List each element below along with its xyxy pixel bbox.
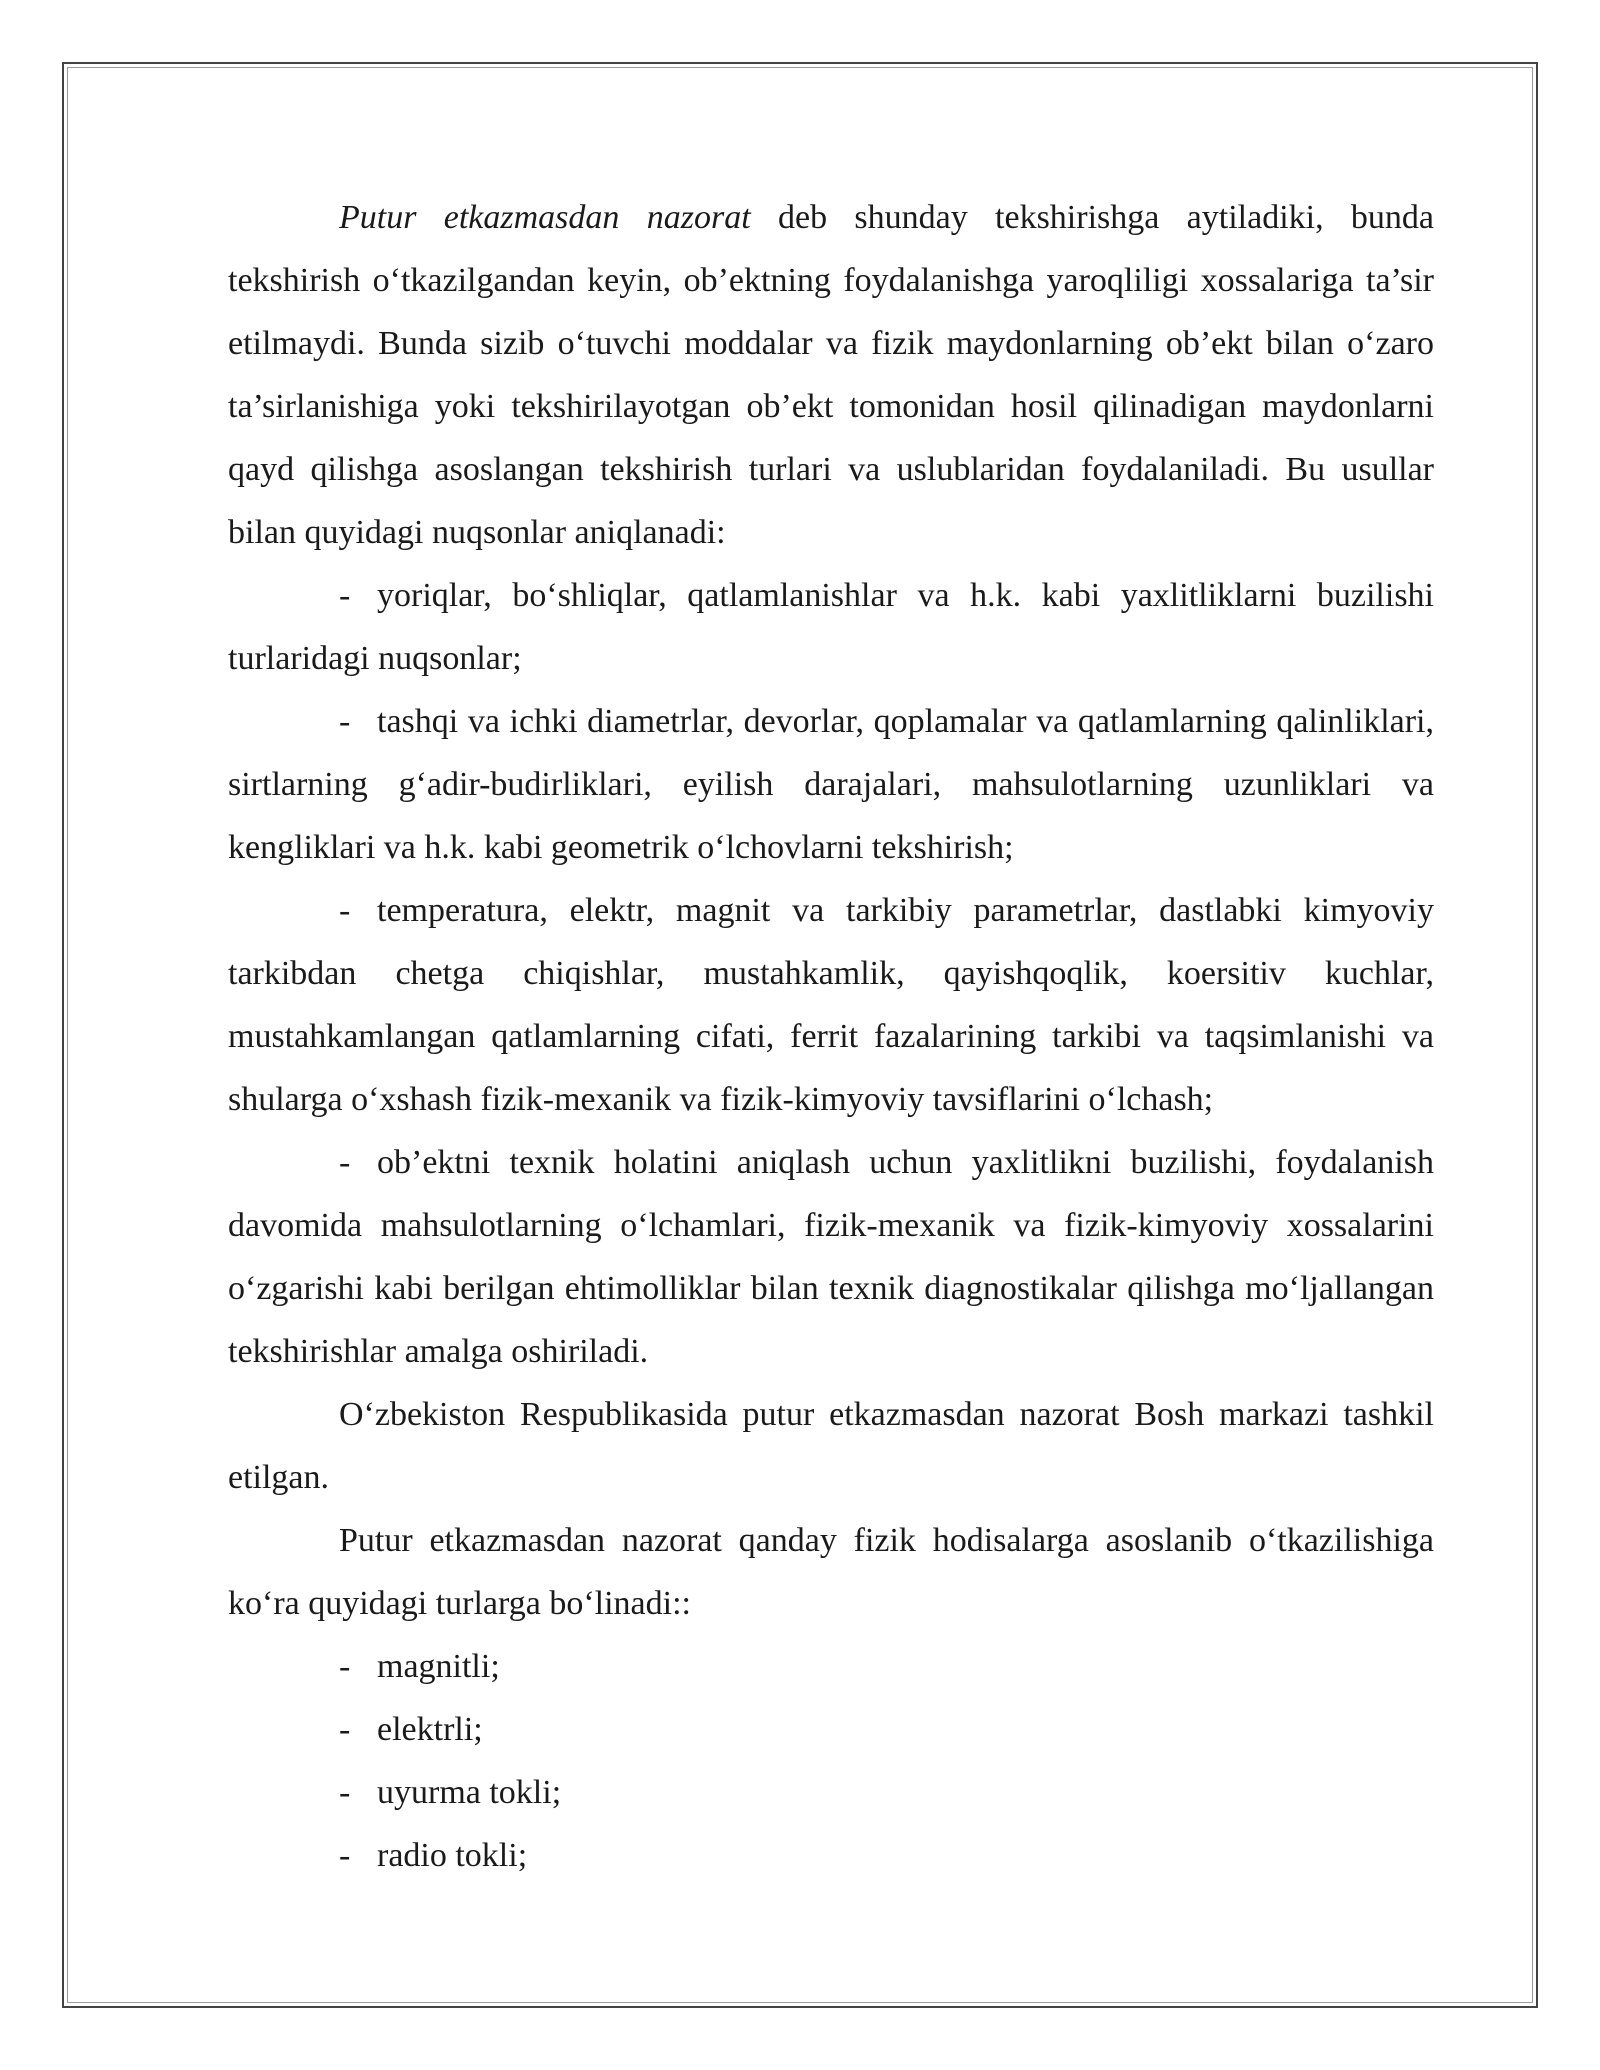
list-item-text: tashqi va ichki diametrlar, devorlar, qoplamalar va qatlamlarning qalinliklari, sirtlarning g‘adir-budirliklari, eyilish darajalari, mahsulotlarning uzunliklari va kengliklari va h.k. kabi geometrik o‘lchovlarni tekshirish; xyxy=(228,703,1434,866)
list-item xyxy=(228,564,1434,690)
list-item xyxy=(228,1698,1434,1761)
paragraph-definition-text: deb shunday tekshirishga aytiladiki, bunda tekshirish o‘tkazilgandan keyin, ob’ektning foydalanishga yaroqliligi xossalariga ta’sir etilmaydi. Bunda sizib o‘tuvchi moddalar va fizik maydonlarning ob’ekt bilan o‘zaro ta’sirlanishiga yoki tekshirilayotgan ob’ekt tomonidan hosil qilinadigan maydonlarni qayd qilishga asoslangan tekshirish turlari va uslublaridan foydalaniladi. Bu usullar bilan quyidagi nuqsonlar aniqlanadi: xyxy=(228,199,1434,551)
list-item xyxy=(228,1761,1434,1824)
list-dash: - xyxy=(339,1711,351,1748)
list-dash: - xyxy=(339,1648,351,1685)
list-item-text: radio tokli; xyxy=(377,1837,528,1874)
paragraph-definition xyxy=(228,186,1434,564)
list-dash: - xyxy=(339,1774,351,1811)
list-dash: - xyxy=(339,577,351,614)
list-item xyxy=(228,690,1434,879)
list-item-text: ob’ektni texnik holatini aniqlash uchun yaxlitlikni buzilishi, foydalanish davomida mahsulotlarning o‘lchamlari, fizik-mexanik va fizik-kimyoviy xossalarini o‘zgarishi kabi berilgan ehtimolliklar bilan texnik diagnostikalar qilishga mo‘ljallangan tekshirishlar amalga oshiriladi. xyxy=(228,1144,1434,1370)
list-item xyxy=(228,879,1434,1131)
list-item-text: magnitli; xyxy=(377,1648,500,1685)
list-dash: - xyxy=(339,892,351,929)
paragraph-center: O‘zbekiston Respublikasida putur etkazmasdan nazorat Bosh markazi tashkil etilgan. xyxy=(228,1396,1434,1496)
list-item xyxy=(228,1131,1434,1383)
list-dash: - xyxy=(339,1837,351,1874)
document-body xyxy=(228,186,1434,1887)
list-item xyxy=(228,1635,1434,1698)
list-dash: - xyxy=(339,703,351,740)
list-dash: - xyxy=(339,1144,351,1181)
list-item-text: yoriqlar, bo‘shliqlar, qatlamlanishlar va h.k. kabi yaxlitliklarni buzilishi turlaridagi nuqsonlar; xyxy=(228,577,1434,677)
list-item-text: uyurma tokli; xyxy=(377,1774,562,1811)
list-item-text: temperatura, elektr, magnit va tarkibiy parametrlar, dastlabki kimyoviy tarkibdan chetga chiqishlar, mustahkamlik, qayishqoqlik, koersitiv kuchlar, mustahkamlangan qatlamlarning cifati, ferrit fazalarining tarkibi va taqsimlanishi va shularga o‘xshash fizik-mexanik va fizik-kimyoviy tavsiflarini o‘lchash; xyxy=(228,892,1434,1118)
list-item-text: elektrli; xyxy=(377,1711,483,1748)
italic-term: Putur etkazmasdan nazorat xyxy=(339,199,751,236)
paragraph-types-intro: Putur etkazmasdan nazorat qanday fizik hodisalarga asoslanib o‘tkazilishiga ko‘ra quyidagi turlarga bo‘linadi:: xyxy=(228,1522,1434,1622)
list-item xyxy=(228,1824,1434,1887)
